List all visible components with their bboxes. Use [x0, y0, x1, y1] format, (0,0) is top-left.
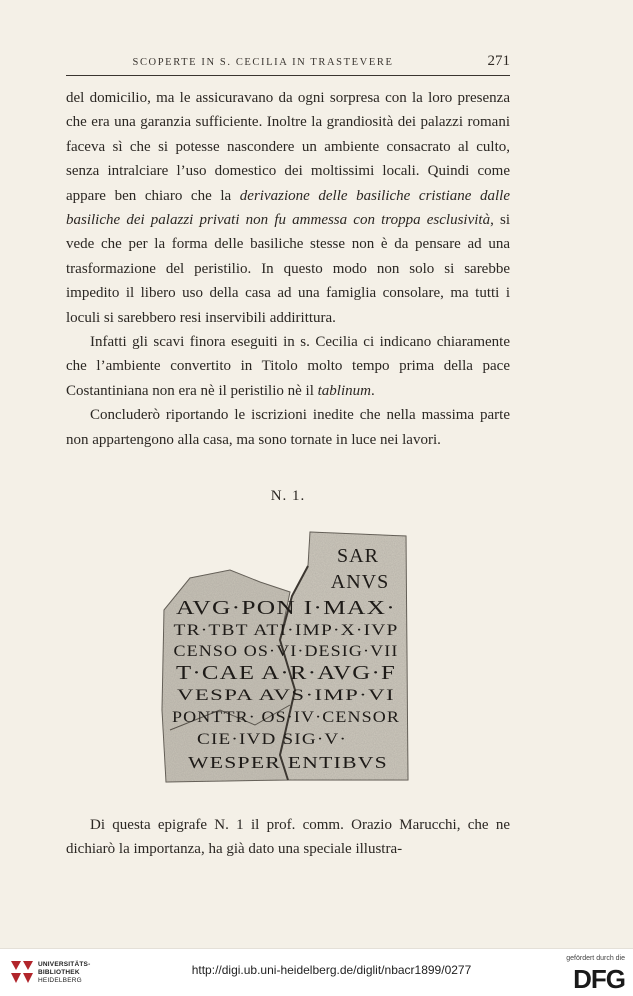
section-title: N. 1.	[270, 488, 306, 504]
dfg-logo[interactable]: DFG	[573, 964, 625, 994]
page-header	[66, 53, 510, 76]
paragraph-2: Infatti gli scavi finora eseguiti in s. Cecilia ci indicano chiaramente che l’ambiente convertito in Titolo molto tempo prima della pace Costantiniana non era nè il peristilio nè il tablinum.	[66, 334, 510, 399]
inscription-image	[160, 530, 410, 786]
running-title: SCOPERTE IN S. CECILIA IN TRASTEVERE	[132, 57, 394, 68]
university-library-logo-icon[interactable]	[7, 957, 37, 987]
inscription-line-1: SAR	[337, 545, 379, 567]
inscription-line-4: TR·TBT ATI·IMP·X·IVP	[173, 622, 399, 639]
italic-phrase: derivazione delle basiliche cristiane dalle basiliche dei palazzi privati non fu ammessa con troppa esclusività	[66, 187, 511, 229]
paragraph-4: Di questa epigrafe N. 1 il prof. comm. Orazio Marucchi, che ne dichiarò la importanza, ha già dato una speciale illustra-	[66, 817, 510, 858]
inscription-line-10: WESPER ENTIBVS	[188, 753, 388, 772]
italic-term: tablinum	[317, 382, 371, 399]
inscription-line-7: VESPA AVS·IMP·VI	[177, 687, 395, 704]
viewer-footer	[0, 948, 633, 996]
bottom-text	[66, 813, 510, 862]
inscription-line-3: AVG·PON I·MAX·	[176, 597, 396, 619]
inscription-line-2: ANVS	[330, 571, 390, 593]
page-number: 271	[487, 53, 510, 69]
funding-note: gefördert durch die	[566, 955, 625, 962]
permalink-url[interactable]: http://digi.ub.uni-heidelberg.de/diglit/nbacr1899/0277	[191, 963, 472, 977]
inscription-line-8: PONTTR· OS·IV·CENSOR	[172, 709, 400, 726]
paragraph-1: del domicilio, ma le assicuravano da ogni sorpresa con la loro presenza che era una garanzia sufficiente. Inoltre la grandiosità dei palazzi romani faceva sì che si potesse nascondere un ambiente consacrato al culto, senza intralciare l’uso domestico dei moltissimi locali. Quindi come appare ben chiaro che la derivazione delle basiliche cristiane dalle basiliche dei palazzi privati non fu ammessa con troppa esclusività, si vede che per la forma delle basiliche stesse non è da pensare ad una trasformazione del peristilio. In questo modo non solo si sarebbe impedito il libero uso della casa ad una famiglia consolare, ma tutti i loculi si sarebbero resi inservibili addirittura.	[66, 90, 511, 326]
inscription-line-6: T·CAE A·R·AVG·F	[176, 662, 396, 684]
inscription-line-5: CENSO OS·VI·DESIG·VII	[173, 643, 399, 660]
university-library-name[interactable]: UNIVERSITÄTS- BIBLIOTHEK HEIDELBERG	[38, 961, 91, 984]
paragraph-3: Concluderò riportando le iscrizioni inedite che nella massima parte non appartengono alla casa, ma sono tornate in luce nei lavori.	[66, 407, 510, 448]
inscription-svg	[160, 530, 410, 786]
body-text	[66, 86, 510, 452]
inscription-line-9: CIE·IVD SIG·V·	[197, 731, 347, 748]
